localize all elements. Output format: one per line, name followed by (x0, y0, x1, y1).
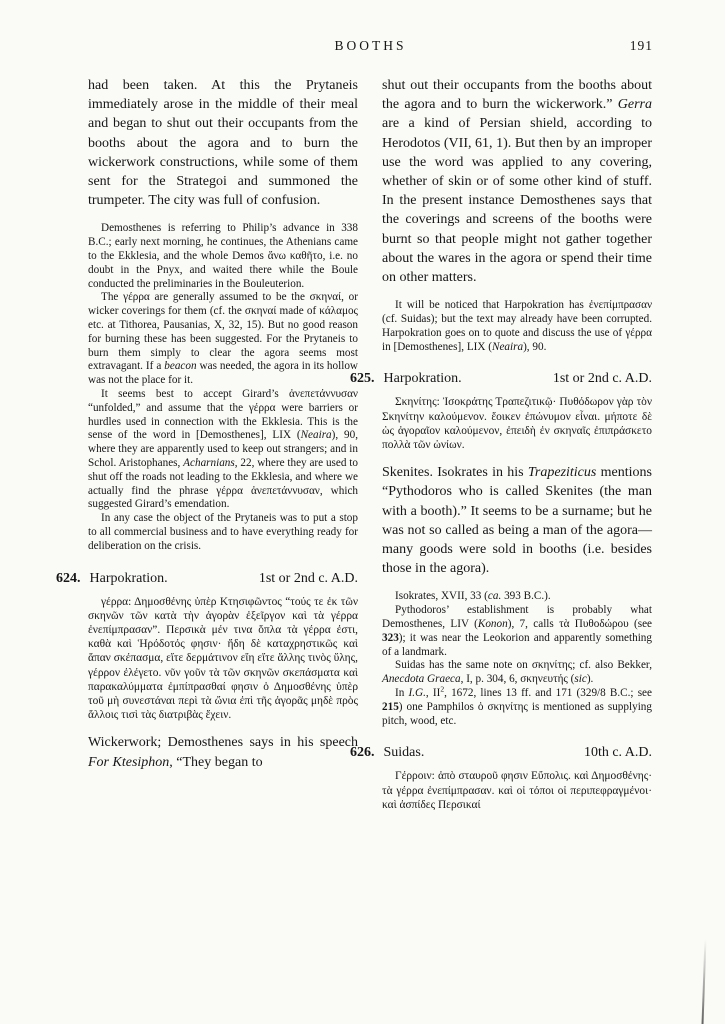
text-run: Neaira (300, 429, 332, 442)
text-run: ); it was near the Leokorion and apparently something of a landmark. (382, 631, 652, 658)
text-run: was needed, the agora in its hollow was not the place for it. (88, 360, 358, 387)
text-run: Isokrates, XVII, 33 ( (395, 590, 488, 603)
text-run: In any case the object of the Prytaneis was to put a stop to all commercial business and to have everything ready for deliberation on the crisis. (88, 512, 358, 552)
scan-artifact (702, 939, 707, 1024)
translation-paragraph (382, 76, 652, 287)
text-run: 215 (382, 700, 399, 713)
commentary-paragraph (88, 388, 358, 512)
text-run: Suidas has the same note on σκηνίτης; cf. also Bekker, (395, 659, 652, 672)
entry-date: 1st or 2nd c. A.D. (552, 371, 652, 387)
commentary-paragraph (88, 291, 358, 388)
right-column (350, 76, 652, 823)
text-run: Γέρροιν: ἀπὸ σταυροῦ φησιν Εὔπολις. καὶ Δημοσθένης· τὰ γέρρα ἐνεπίμπρασαν. καὶ οἱ τόποι οἱ περιπεφραγμένοι· καὶ ἀσπίδες Περσικαί (382, 770, 652, 811)
text-run: ), 90, where they are apparently used to keep out strangers; and in Schol. Aristophanes, (88, 429, 358, 469)
entry-624-header (56, 570, 358, 588)
text-run: Anecdota Graeca (382, 673, 461, 686)
commentary-paragraph (88, 222, 358, 291)
running-head: BOOTHS (334, 38, 407, 53)
text-run: It will be noticed that Harpokration has ἐνεπίμπρασαν (cf. Suidas); but the text may already have been corrupted. Harpokration goes on to quote and discuss the use of γέρρα in [Demosthenes], LIX ( (382, 299, 652, 353)
entry-source: Harpokration. (89, 570, 168, 586)
text-run: , 1672, lines 13 ff. and 171 (329/8 B.C.; see (444, 687, 652, 700)
commentary-paragraph (88, 512, 358, 553)
text-run: 323 (382, 631, 399, 644)
page-header (88, 38, 653, 54)
text-run: , “They began to (169, 754, 263, 770)
text-run: ca. (487, 590, 502, 603)
text-run: are a kind of Persian shield, according to Herodotos (VII, 61, 1). But then by an improper use the word was applied to any covering, whether of skin or of some other kind of stuff. In the present instance Demosthenes says that the coverings and screens of the booths were burnt so that people might not gather together about the wares in the agora or spend their time on other matters. (382, 116, 652, 286)
text-run: γέρρα: Δημοσθένης ὑπὲρ Κτησιφῶντος “τούς τε ἐκ τῶν σκηνῶν τῶν κατὰ τὴν ἀγορὰν ἐξεῖργον καὶ τὰ γέρρα ἐνεπίμπρασαν”. Περσικὰ μέν τινα ὅπλα τὰ γέρρα ἐστι, καθὰ καὶ Ἡρόδοτός φησιν· ἤδη δὲ καταχρηστικῶς καὶ ἅπαν σκέπασμα, εἴτε δερμάτινον εἴη εἴτε ἄλλης τινὸς ὕλης, γέρρον ἐλέγετο. νῦν γοῦν τὰ τῶν σκηνῶν σκεπάσματα καὶ παρακαλύμματα ἐμπίπρασθαί φησιν ὁ Δημοσθένης ὑπὲρ τοῦ μὴ συνεστάναι περὶ τὰ ὤνια ἐπὶ τῆς ἀγορᾶς μηδὲ πρὸς ἄλλοις τισὶ τὰς διατριβὰς ἔχειν. (88, 595, 358, 722)
text-run: Gerra (617, 97, 652, 113)
greek-quotation (382, 395, 652, 452)
greek-quotation (88, 595, 358, 723)
text-run: For Ktesiphon (88, 754, 170, 770)
translation-paragraph (88, 76, 358, 210)
text-run: In (395, 687, 409, 700)
text-run: It seems best to accept Girard’s ἀνεπετάννυσαν “unfolded,” and assume that the γέρρα were barriers or hurdles used in connection with the Ekklesia. This is the sense of the word in [Demosthenes], LIX ( (88, 387, 358, 442)
text-run: Konon (477, 618, 508, 631)
entry-number: 624. (56, 570, 81, 586)
entry-date: 1st or 2nd c. A.D. (258, 570, 358, 586)
entry-number: 625. (350, 371, 375, 387)
commentary-paragraph (382, 684, 652, 728)
greek-quotation (382, 769, 652, 812)
commentary-section (88, 222, 358, 553)
page-number: 191 (629, 38, 653, 53)
text-run: Neaira (491, 340, 524, 353)
text-run: ), 7, calls τὰ Πυθοδώρου (see (507, 618, 652, 631)
text-run: Pythodoros’ establishment is probably what Demosthenes, LIV ( (382, 604, 652, 631)
text-run: , II (425, 687, 441, 700)
text-run: ), 90. (523, 340, 547, 353)
entry-number: 626. (350, 745, 375, 761)
commentary-section (382, 299, 652, 354)
text-run: Σκηνίτης: Ἰσοκράτης Τραπεζιτικῷ· Πυθόδωρον γὰρ τὸν Σκηνίτην καλούμενον. ἔοικεν ἐπώνυμον εἶναι. μήποτε δὲ ὡς ἀγοραῖον καλούμενον, ἐπειδὴ ἐν σκηναῖς ἐπιπράσκετο πολλὰ τῶν ὠνίων. (382, 396, 652, 452)
text-run: , I, p. 304, 6, σκηνευτής ( (460, 673, 575, 686)
text-run: I.G. (408, 687, 426, 700)
translation-paragraph (382, 463, 652, 578)
text-run: shut out their occupants from the booths about the agora and to burn the wickerwork.” (382, 78, 652, 113)
commentary-paragraph (382, 659, 652, 687)
text-run: Skenites. Isokrates in his (382, 465, 528, 481)
entry-625-header (350, 370, 652, 388)
text-run: The γέρρα are generally assumed to be the σκηναί, or wicker coverings for them (cf. the σκηναί made of κάλαμος etc. at Tithorea, Pausanias, X, 32, 15). But no good reason for burning these has been suggested. For the Prytaneis to burn them simply to clear the agora seems most extravagant. If a (88, 291, 358, 373)
text-run: beacon (164, 360, 197, 373)
text-run: ) one Pamphilos ὁ σκηνίτης is mentioned as supplying pitch, wood, etc. (382, 700, 652, 727)
entry-626-header (350, 744, 652, 762)
text-run: had been taken. At this the Prytaneis immediately arose in the middle of their meal and began to shut out their occupants from the booths about the agora and to burn the wickerwork constructions, while some of them sent for the Strategoi and summoned the trumpeter. The city was full of confusion. (88, 78, 358, 209)
commentary-section (382, 590, 652, 728)
commentary-paragraph (382, 590, 652, 604)
text-run: Acharnians (183, 456, 235, 469)
text-run: 393 B.C.). (501, 590, 551, 603)
text-run: , 22, where they are used to shut off the roads not leading to the Ekklesia, and where we actually find the phrase γέρρα ἀνεπετάννυσαν, which suggested Girard’s emendation. (88, 456, 358, 511)
text-run: 2 (440, 684, 445, 694)
commentary-paragraph (382, 299, 652, 354)
left-column (56, 76, 358, 823)
entry-source: Suidas. (383, 745, 425, 761)
text-run: sic (574, 673, 587, 686)
text-run: ). (586, 673, 594, 686)
text-columns (56, 76, 653, 823)
entry-source: Harpokration. (383, 371, 462, 387)
commentary-paragraph (382, 604, 652, 659)
text-run: mentions “Pythodoros who is called Skenites (the man with a booth).” It seems to be a surname; but he was not so called as being a man of the agora—many goods were sold in booths (i.e. besides those in the agora). (382, 465, 652, 577)
text-run: Trapeziticus (527, 465, 597, 481)
entry-date: 10th c. A.D. (583, 745, 652, 761)
text-run: Wickerwork; Demosthenes says in his speech (88, 735, 358, 751)
text-run: Demosthenes is referring to Philip’s advance in 338 B.C.; early next morning, he continues, the Athenians came to the Ekklesia, and the whole Demos ἄνω καθῆτο, i.e. no doubt in the Pnyx, and waited there while the Boule conducted the preliminaries in the Bouleuterion. (88, 222, 358, 290)
translation-paragraph (88, 733, 358, 771)
